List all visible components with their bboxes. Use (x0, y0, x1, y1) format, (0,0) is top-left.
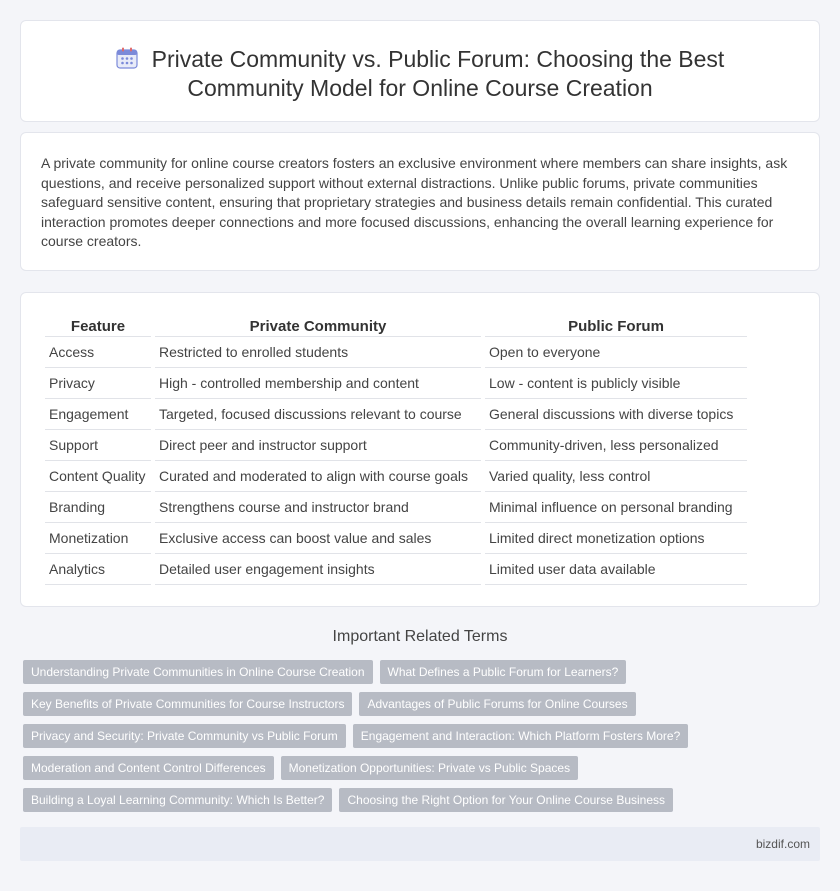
public-cell: Open to everyone (485, 337, 747, 368)
page-title-text: Private Community vs. Public Forum: Choosing the Best Community Model for Online Course Creation (151, 46, 725, 101)
tag-row (23, 724, 813, 748)
related-term-tag[interactable]: Key Benefits of Private Communities for Course Instructors (23, 692, 352, 716)
private-cell: Restricted to enrolled students (155, 337, 481, 368)
footer-site-link[interactable]: bizdif.com (755, 837, 810, 851)
private-cell: Curated and moderated to align with course goals (155, 461, 481, 492)
tag-row (23, 788, 813, 812)
tag-row (23, 756, 813, 780)
table-row (45, 399, 747, 430)
private-cell: Detailed user engagement insights (155, 554, 481, 585)
public-cell: Low - content is publicly visible (485, 368, 747, 399)
feature-cell: Analytics (45, 554, 151, 585)
feature-cell: Privacy (45, 368, 151, 399)
table-row (45, 368, 747, 399)
feature-cell: Monetization (45, 523, 151, 554)
related-terms-heading: Important Related Terms (332, 628, 508, 645)
page-title (21, 45, 819, 103)
related-term-tag[interactable]: Choosing the Right Option for Your Online Course Business (339, 788, 673, 812)
feature-cell: Content Quality (45, 461, 151, 492)
header-public-forum: Public Forum (485, 315, 747, 337)
private-cell: Exclusive access can boost value and sales (155, 523, 481, 554)
feature-cell: Engagement (45, 399, 151, 430)
comparison-card (20, 292, 820, 607)
table-row (45, 523, 747, 554)
intro-card (20, 132, 820, 271)
comparison-table (41, 315, 751, 585)
intro-paragraph: A private community for online course creators fosters an exclusive environment where members can share insights, ask questions, and receive personalized support without external distractions. Unlike public forums, private communities safeguard sensitive content, ensuring that proprietary strategies and business details remain confidential. This curated interaction promotes deeper connections and more focused discussions, enhancing the overall learning experience for course creators. (41, 155, 788, 249)
related-term-tag[interactable]: Building a Loyal Learning Community: Which Is Better? (23, 788, 332, 812)
table-row (45, 461, 747, 492)
related-term-tag[interactable]: What Defines a Public Forum for Learners? (380, 660, 627, 684)
public-cell: Minimal influence on personal branding (485, 492, 747, 523)
related-term-tag[interactable]: Moderation and Content Control Differences (23, 756, 274, 780)
header-card (20, 20, 820, 122)
feature-cell: Access (45, 337, 151, 368)
table-row (45, 554, 747, 585)
public-cell: General discussions with diverse topics (485, 399, 747, 430)
related-term-tag[interactable]: Monetization Opportunities: Private vs Public Spaces (281, 756, 578, 780)
table-header-row (45, 315, 747, 337)
footer-bar (20, 827, 820, 861)
public-cell: Limited user data available (485, 554, 747, 585)
public-cell: Limited direct monetization options (485, 523, 747, 554)
related-term-tag[interactable]: Privacy and Security: Private Community vs Public Forum (23, 724, 346, 748)
table-row (45, 492, 747, 523)
feature-cell: Branding (45, 492, 151, 523)
header-private-community: Private Community (155, 315, 481, 337)
private-cell: Targeted, focused discussions relevant to course (155, 399, 481, 430)
related-term-tag[interactable]: Understanding Private Communities in Online Course Creation (23, 660, 373, 684)
private-cell: Strengthens course and instructor brand (155, 492, 481, 523)
calendar-icon (116, 47, 138, 69)
related-term-tag[interactable]: Engagement and Interaction: Which Platform Fosters More? (353, 724, 688, 748)
table-row (45, 337, 747, 368)
related-term-tag[interactable]: Advantages of Public Forums for Online Courses (359, 692, 635, 716)
feature-cell: Support (45, 430, 151, 461)
tag-row (23, 692, 813, 716)
public-cell: Community-driven, less personalized (485, 430, 747, 461)
private-cell: High - controlled membership and content (155, 368, 481, 399)
header-feature: Feature (45, 315, 151, 337)
related-terms-list (23, 660, 813, 820)
private-cell: Direct peer and instructor support (155, 430, 481, 461)
table-row (45, 430, 747, 461)
public-cell: Varied quality, less control (485, 461, 747, 492)
tag-row (23, 660, 813, 684)
